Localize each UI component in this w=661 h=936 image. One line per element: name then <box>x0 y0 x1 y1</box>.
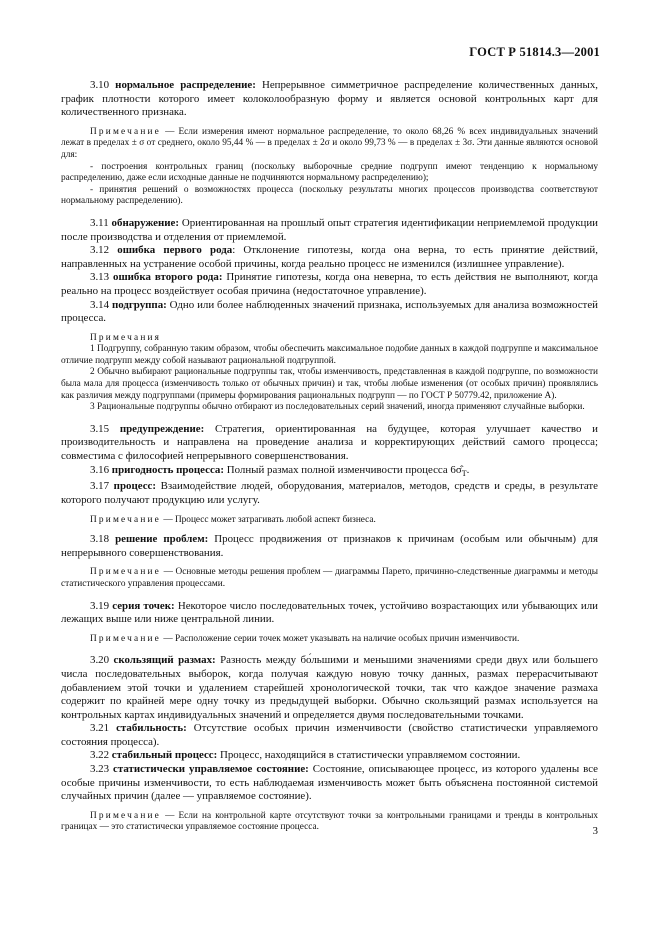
clause-3-13: 3.13 ошибка второго рода: Принятие гипотезы, когда она неверна, то есть действия не выполняют, когда реально на процесс воздействует особая причина (недостаточное управление). <box>61 271 598 297</box>
term: нормальное распределение: <box>115 79 256 91</box>
page-number: 3 <box>592 825 598 837</box>
term: обнаружение: <box>111 216 179 229</box>
term: стабильный процесс: <box>111 749 218 762</box>
clause-3-21: 3.21 стабильность: Отсутствие особых причин изменчивости (свойство статистически управляемого состояния процесса). <box>61 722 598 748</box>
clause-3-22: 3.22 стабильный процесс: Процесс, находящийся в статистически управляемом состоянии. <box>90 749 521 762</box>
clause-3-19: 3.19 серия точек: Некоторое число последовательных точек, устойчиво возрастающих или убывающих или лежащих выше или ниже центральной линии. <box>61 599 598 626</box>
clause-3-18: 3.18 решение проблем: Процесс продвижения от признаков к причинам (особым или обычным) для непрерывного совершенствования. <box>61 533 598 559</box>
clause-3-12: 3.12 ошибка первого рода: Отклонение гипотезы, когда она верна, то есть принятие действий, направленных на устранение особой причины, когда реально процесс не изменился (излишнее управление). <box>61 244 598 270</box>
term: пригодность процесса: <box>111 463 224 476</box>
note-item: 2 Обычно выбирают рациональные подгруппы так, чтобы изменчивость, представленная в каждой подгруппе, по возможности была мала для процесса (изменчивость только от обычных причин) и так, чтобы любые изменения (от особых причин) проявлялись как различия между подгруппами (примеры формирования рациональных подгрупп — по ГОСТ Р 50779.42, приложение А). <box>61 367 598 401</box>
clause-3-14: 3.14 подгруппа: Одно или более наблюденных значений признака, используемых для анализа возможностей процесса. <box>61 298 598 325</box>
note: Примечание — Если на контрольной карте отсутствуют точки за контрольными границами и тренды в контрольных границах — это статистически управляемое состояние процесса. <box>61 810 598 833</box>
clause-3-15: 3.15 предупреждение: Стратегия, ориентированная на будущее, которая улучшает качество и производительность и направлена на проведение анализа и корректирующих действий самого процесса; совместима с философией непрерывного совершенствования. <box>61 422 598 463</box>
term: ошибка первого рода <box>117 244 233 257</box>
term: статистически управляемое состояние: <box>113 763 309 776</box>
term: подгруппа: <box>111 298 167 311</box>
clause-3-23: 3.23 статистически управляемое состояние: Состояние, описывающее процесс, из которого удалены все особые причины изменчивости, то есть наблюдаемая изменчивость может быть объяснена постоянной системой случайных причин (далее — управляемое состояние). <box>61 763 598 803</box>
term: процесс: <box>113 480 156 493</box>
note-item: 3 Рациональные подгруппы обычно отбирают из последовательных серий значений, иногда применяют случайные выборки. <box>90 402 585 413</box>
clause-3-11: 3.11 обнаружение: Ориентированная на прошлый опыт стратегия идентификации неприемлемой продукции после производства и отделения от приемлемой. <box>61 216 598 243</box>
clause-3-17: 3.17 процесс: Взаимодействие людей, оборудования, материалов, методов, средств и среды, в результате которого получают продукцию или услугу. <box>61 480 598 506</box>
term: предупреждение: <box>119 422 205 435</box>
term: стабильность: <box>116 722 187 735</box>
term: серия точек: <box>112 599 175 612</box>
term: ошибка второго рода: <box>113 271 223 284</box>
note: Примечание — Процесс может затрагивать любой аспект бизнеса. <box>90 514 376 525</box>
notes-label: Примечания <box>90 332 162 343</box>
note-item: - построения контрольных границ (поскольку выборочные средние подгрупп имеют тенденцию к нормальному распределению, даже если исходные данные не подчиняются нормальному распределению); <box>61 161 598 184</box>
standard-code: ГОСТ Р 51814.3—2001 <box>469 45 600 59</box>
clause-3-10: 3.10 нормальное распределение: Непрерывное симметричное распределение количественных данных, график плотности которого имеет колоколообразную форму и является основой контрольных карт для количественного признака. <box>61 79 598 119</box>
clause-3-20: 3.20 скользящий размах: Разность между бо́льшими и меньшими значениями среди двух или большего числа последовательных выборок, когда получая каждую новую точку данных, размах перерасчитывают добавлением этой точки и удалением старейшей хронологической точки, так что каждое значение размаха содержит по крайней мере одну точку из предыдущей выборки. Обычно скользящий размах используется на контрольных картах индивидуальных значений и определяется двумя последовательными точками. <box>61 654 598 721</box>
term: скользящий размах: <box>113 654 216 667</box>
note: Примечание — Если измерения имеют нормальное распределение, то около 68,26 % всех индивидуальных значений лежат в пределах ± σ от среднего, около 95,44 % — в пределах ± 2σ и около 99,73 % — в пределах ± 3σ. Эти данные являются основой для: <box>61 126 598 160</box>
note-item: - принятия решений о возможностях процесса (поскольку результаты многих процессов производства соответствуют нормальному распределению). <box>61 184 598 207</box>
clause-3-16: 3.16 пригодность процесса: Полный размах полной изменчивости процесса $6\sigmâ_T$. <box>90 463 470 478</box>
page-content <box>61 79 598 834</box>
note: Примечание — Основные методы решения проблем — диаграммы Парето, причинно-следственные диаграммы и методы статистического управления процессами. <box>61 567 598 589</box>
term: решение проблем: <box>115 533 209 546</box>
note-item: 1 Подгруппу, собранную таким образом, чтобы обеспечить максимальное подобие данных в каждой подгруппе и максимальное отличие подгрупп между собой называют рациональной подгруппой. <box>61 344 598 366</box>
note: Примечание — Расположение серии точек может указывать на наличие особых причин изменчивости. <box>90 633 520 644</box>
